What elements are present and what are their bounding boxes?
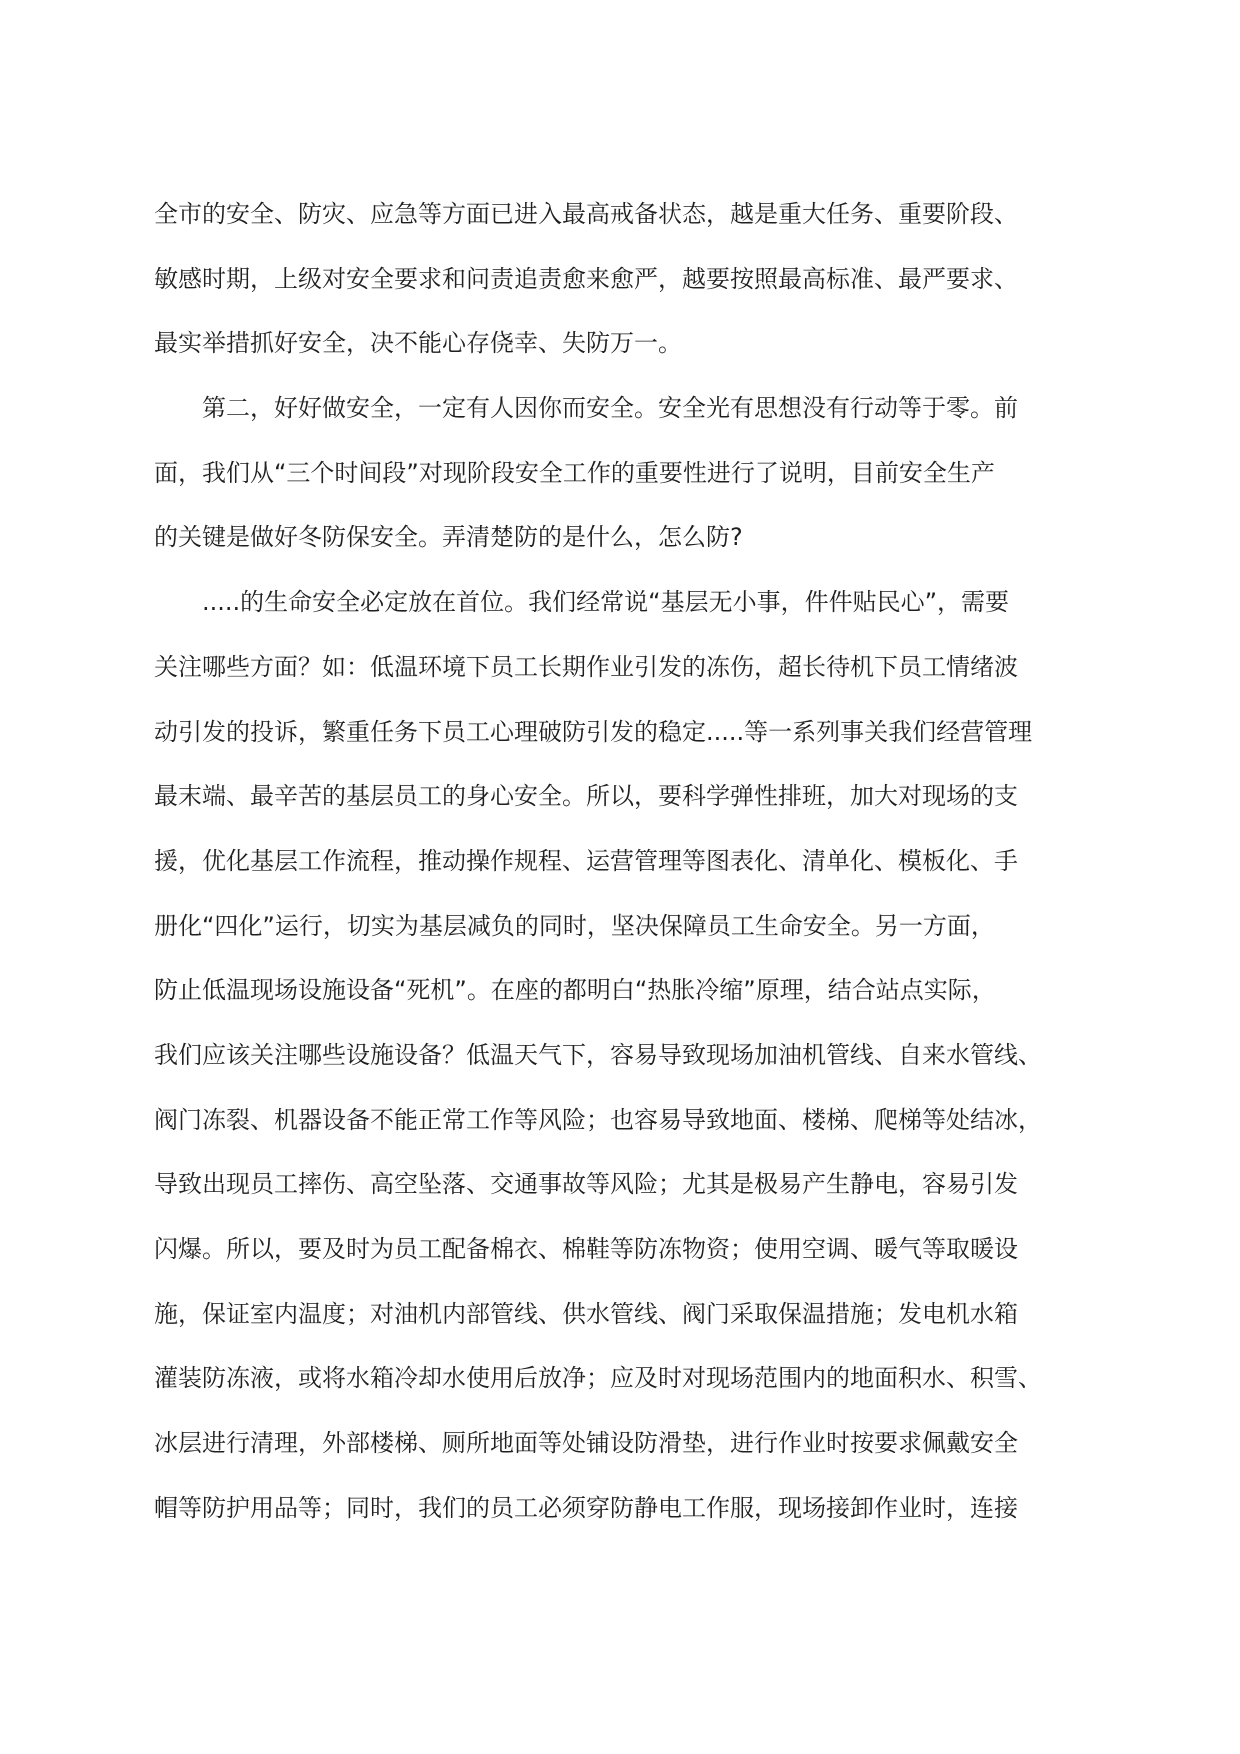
body-text <box>154 182 1074 1540</box>
text-line: 我们应该关注哪些设施设备？低温天气下，容易导致现场加油机管线、自来水管线、 <box>154 1040 1042 1069</box>
text-line: 关注哪些方面？如：低温环境下员工长期作业引发的冻伤，超长待机下员工情绪波 <box>154 652 1018 681</box>
text-line: 导致出现员工摔伤、高空坠落、交通事故等风险；尤其是极易产生静电，容易引发 <box>154 1170 1018 1199</box>
text-line: 动引发的投诉，繁重任务下员工心理破防引发的稳定.....等一系列事关我们经营管理 <box>154 717 1033 746</box>
text-line: 冰层进行清理，外部楼梯、厕所地面等处铺设防滑垫，进行作业时按要求佩戴安全 <box>154 1429 1018 1458</box>
text-line: 援，优化基层工作流程，推动操作规程、运营管理等图表化、清单化、模板化、手 <box>154 846 1018 875</box>
text-line: 防止低温现场设施设备“死机”。在座的都明白“热胀冷缩”原理，结合站点实际， <box>154 976 996 1005</box>
text-line: 敏感时期，上级对安全要求和问责追责愈来愈严，越要按照最高标准、最严要求、 <box>154 264 1018 293</box>
text-line: 最末端、最辛苦的基层员工的身心安全。所以，要科学弹性排班，加大对现场的支 <box>154 782 1018 811</box>
text-line: 施，保证室内温度；对油机内部管线、供水管线、阀门采取保温措施；发电机水箱 <box>154 1299 1018 1328</box>
text-line: 闪爆。所以，要及时为员工配备棉衣、棉鞋等防冻物资；使用空调、暖气等取暖设 <box>154 1235 1018 1263</box>
text-line: 册化“四化”运行，切实为基层减负的同时，坚决保障员工生命安全。另一方面， <box>154 911 995 940</box>
text-line: 灌装防冻液，或将水箱冷却水使用后放净；应及时对现场范围内的地面积水、积雪、 <box>154 1364 1042 1393</box>
paragraph-start-line: 第二，好好做安全，一定有人因你而安全。安全光有思想没有行动等于零。前 <box>202 394 1018 423</box>
text-line: 面，我们从“三个时间段”对现阶段安全工作的重要性进行了说明，目前安全生产 <box>154 458 995 487</box>
text-line: 阀门冻裂、机器设备不能正常工作等风险；也容易导致地面、楼梯、爬梯等处结冰， <box>154 1105 1042 1134</box>
paragraph-start-line: .....的生命安全必定放在首位。我们经常说“基层无小事，件件贴民心”，需要 <box>202 588 1010 617</box>
text-line: 帽等防护用品等；同时，我们的员工必须穿防静电工作服，现场接卸作业时，连接 <box>154 1493 1018 1522</box>
text-line: 最实举措抓好安全，决不能心存侥幸、失防万一。 <box>154 329 682 358</box>
text-line: 的关键是做好冬防保安全。弄清楚防的是什么，怎么防? <box>154 523 743 552</box>
text-line: 全市的安全、防灾、应急等方面已进入最高戒备状态，越是重大任务、重要阶段、 <box>154 200 1018 228</box>
